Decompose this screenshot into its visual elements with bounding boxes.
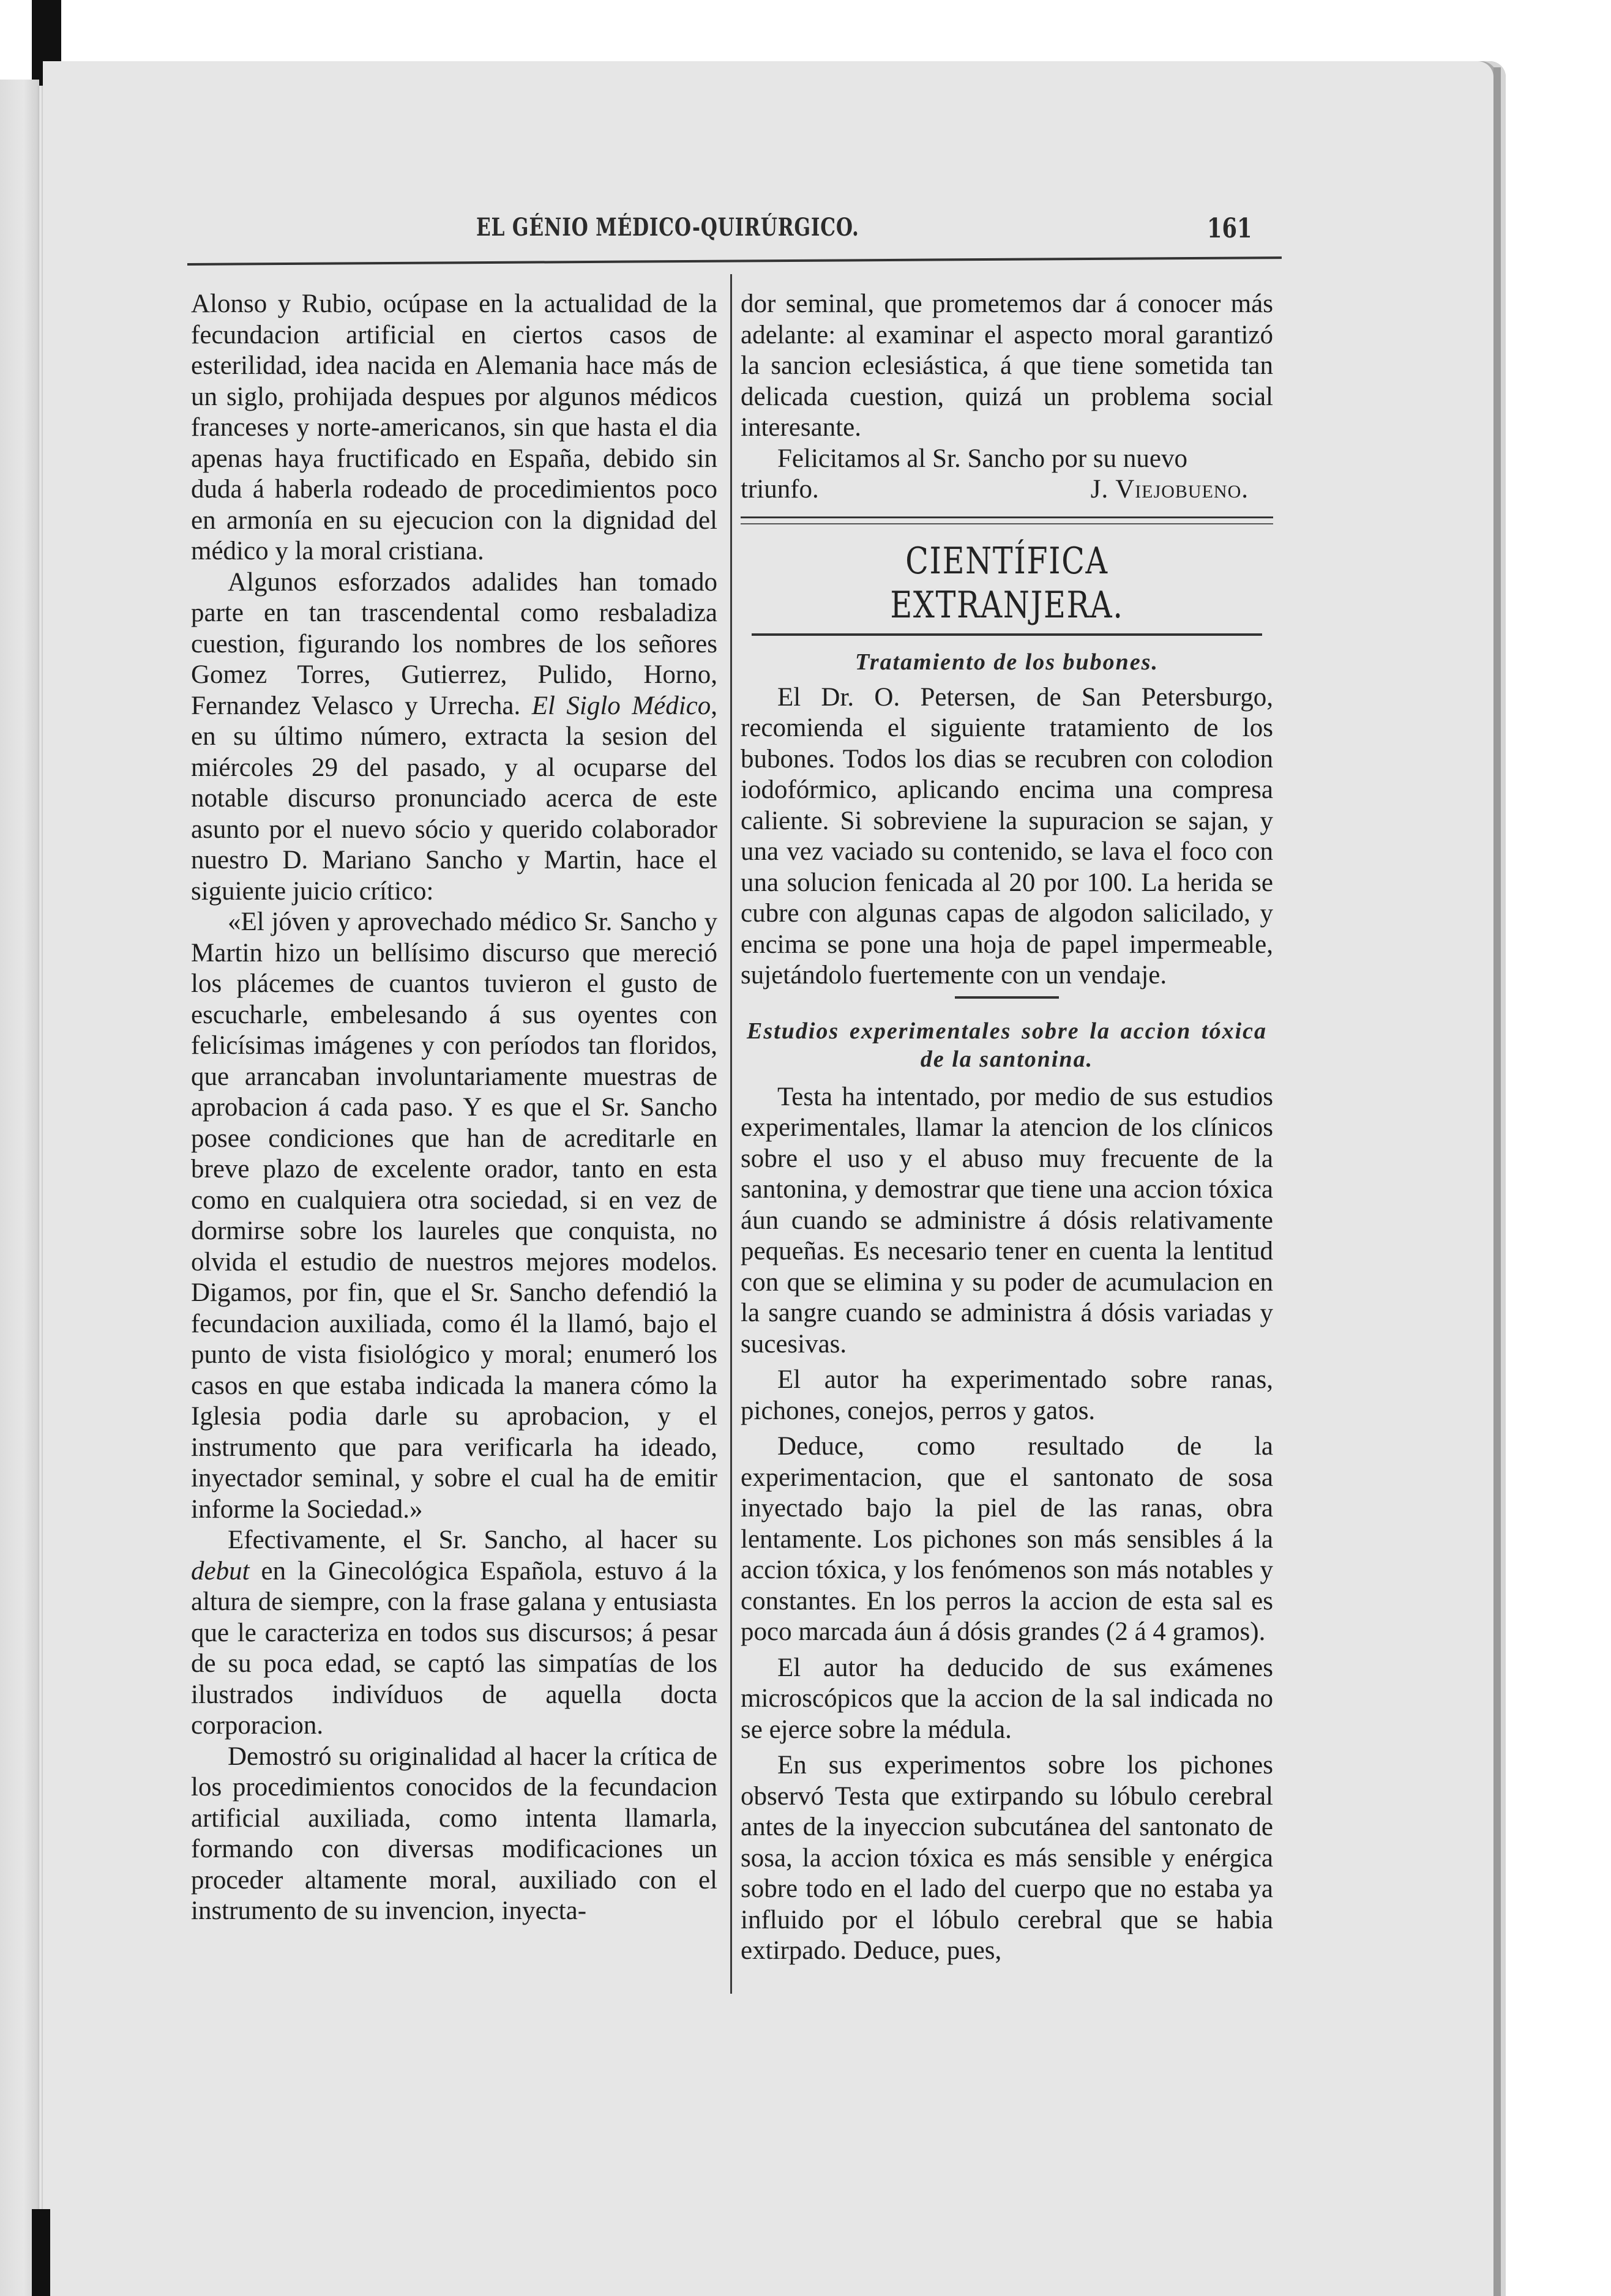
- article-paragraph: El autor ha deducido de sus exámenes microscópicos que la accion de la sal indicada no se ejerce sobre la médula.: [741, 1653, 1273, 1744]
- publication-title: El Siglo Médico: [531, 691, 711, 720]
- running-head: [184, 213, 1285, 256]
- article-paragraph: Testa ha intentado, por medio de sus estudios experimentales, llamar la atencion de los clínicos sobre el uso y el abuso muy frecuente de la santonina, y demostrar que tiene una accion tóxica áun cuando se administre á dósis relativamente pequeñas. Es necesario tener en cuenta la lentitud con que se elimina y su poder de acumulacion en la sangre cuando se administra á dósis variadas y sucesivas.: [741, 1082, 1273, 1359]
- article-paragraph: El autor ha experimentado sobre ranas, pichones, conejos, perros y gatos.: [741, 1365, 1273, 1425]
- facing-page-edge: [0, 80, 39, 2296]
- signature-line: [741, 474, 1273, 505]
- italic-term: debut: [191, 1556, 250, 1586]
- right-column: [741, 289, 1273, 1967]
- paragraph: dor seminal, que prometemos dar á conocer más adelante: al examinar el aspecto moral garantizó la sancion eclesiástica, á que tiene sometida tan delicada cuestion, quizá un problema social interesante.: [741, 289, 1273, 442]
- left-column: [191, 289, 717, 1927]
- journal-title: EL GÉNIO MÉDICO-QUIRÚRGICO.: [476, 213, 859, 242]
- page-number: 161: [1207, 213, 1252, 244]
- article-paragraph: El Dr. O. Petersen, de San Petersburgo, recomienda el siguiente tratamiento de los bubones. Todos los dias se recubren con colodion iodofórmico, aplicando encima una compresa caliente. Si sobreviene la supuracion se sajan, y una vez vaciado su contenido, se lava el foco con una solucion fenicada al 20 por 100. La herida se cubre con algunas capas de algodon salicilado, y encima se pone una hoja de papel impermeable, sujetándolo fuertemente con un vendaje.: [741, 682, 1273, 990]
- quotation-paragraph: «El jóven y aprovechado médico Sr. Sancho y Martin hizo un bellísimo discurso que mereció los plácemes de cuantos tuvieron el gusto de escucharle, embelesando á sus oyentes con felicísimas imágenes y con períodos tan floridos, que arrancaban involuntariamente muestras de aprobacion á cada paso. Y es que el Sr. Sancho posee condiciones que han de acreditarle en breve plazo de excelente orador, tanto en esta como en cualquiera otra sociedad, si en vez de dormirse sobre los laureles que conquista, no olvida el estudio de nuestros mejores modelos. Digamos, por fin, que el Sr. Sancho defendió la fecundacion auxiliada, como él la llamó, bajo el punto de vista fisiológico y moral; enumeró los casos en que estaba indicada la manera cómo la Iglesia podia darle su aprobacion, y el instrumento que para verificarla ha ideado, inyectador seminal, y sobre el cual ha de emitir informe la Sociedad.»: [191, 908, 717, 1524]
- author-signature: J. Viejobueno.: [1090, 475, 1249, 504]
- article-title: Estudios experimentales sobre la accion tóxica de la santonina.: [747, 1018, 1267, 1072]
- section-title-rule: [752, 633, 1262, 636]
- paragraph: Algunos esforzados adalides han tomado parte en tan trascendental como resbaladiza cuestion, figurando los nombres de los señores Gomez Torres, Gutierrez, Pulido, Horno, Fernandez Velasco y Urrecha. El Siglo Médico, en su último número, extracta la sesion del miércoles 29 del pasado, y al ocuparse del notable discurso pronunciado acerca de este asunto por el nuevo sócio y querido colaborador nuestro D. Mariano Sancho y Martin, hace el siguiente juicio crítico:: [191, 567, 717, 906]
- paragraph: Efectivamente, el Sr. Sancho, al hacer su debut en la Ginecológica Española, estuvo á la altura de siempre, con la frase galana y entusiasta que le caracteriza en todos sus discursos; á pesar de su poca edad, se captó las simpatías de los ilustrados indivíduos de aquella docta corporacion.: [191, 1526, 717, 1740]
- article-paragraph: En sus experimentos sobre los pichones observó Testa que extirpando su lóbulo cerebral antes de la inyeccion subcutánea del santonato de sosa, la accion tóxica es más sensible y enérgica sobre todo en el lado del cuerpo que no estaba ya influido por el lóbulo cerebral que se habia extirpado. Deduce, pues,: [741, 1751, 1273, 1965]
- article-separator: [955, 996, 1059, 999]
- closing-word: triunfo.: [741, 475, 819, 504]
- paragraph: Demostró su originalidad al hacer la crítica de los procedimientos conocidos de la fecundacion artificial auxiliada, como intenta llamarla, formando con diversas modificaciones un proceder altamente moral, auxiliado con el instrumento de su invencion, inyecta-: [191, 1742, 717, 1925]
- bookmark-ribbon-bottom: [32, 2209, 50, 2296]
- article-paragraph: Deduce, como resultado de la experimentacion, que el santonato de sosa inyectado bajo la piel de las ranas, obra lentamente. Los pichones son más sensibles á la accion tóxica, y los fenómenos son más notables y constantes. En los perros la accion de esta sal es poco marcada áun á dósis grandes (2 á 4 gramos).: [741, 1432, 1273, 1646]
- page-stack-edge: [1493, 67, 1501, 2296]
- paragraph: Alonso y Rubio, ocúpase en la actualidad de la fecundacion artificial en ciertos casos de esterilidad, idea nacida en Alemania hace más de un siglo, prohijada despues por algunos médicos franceses y norte-americanos, sin que hasta el dia apenas haya fructificado en España, debido sin duda á haberla rodeado de procedimientos poco en armonía en su ejecucion con la dignidad del médico y la moral cristiana.: [191, 289, 717, 565]
- section-separator: [741, 516, 1273, 524]
- column-divider: [730, 274, 732, 1994]
- book-gutter: [38, 86, 43, 2296]
- section-title: CIENTÍFICA EXTRANJERA.: [890, 539, 1124, 627]
- closing-line: Felicitamos al Sr. Sancho por su nuevo: [777, 444, 1188, 473]
- article-title: Tratamiento de los bubones.: [855, 649, 1159, 675]
